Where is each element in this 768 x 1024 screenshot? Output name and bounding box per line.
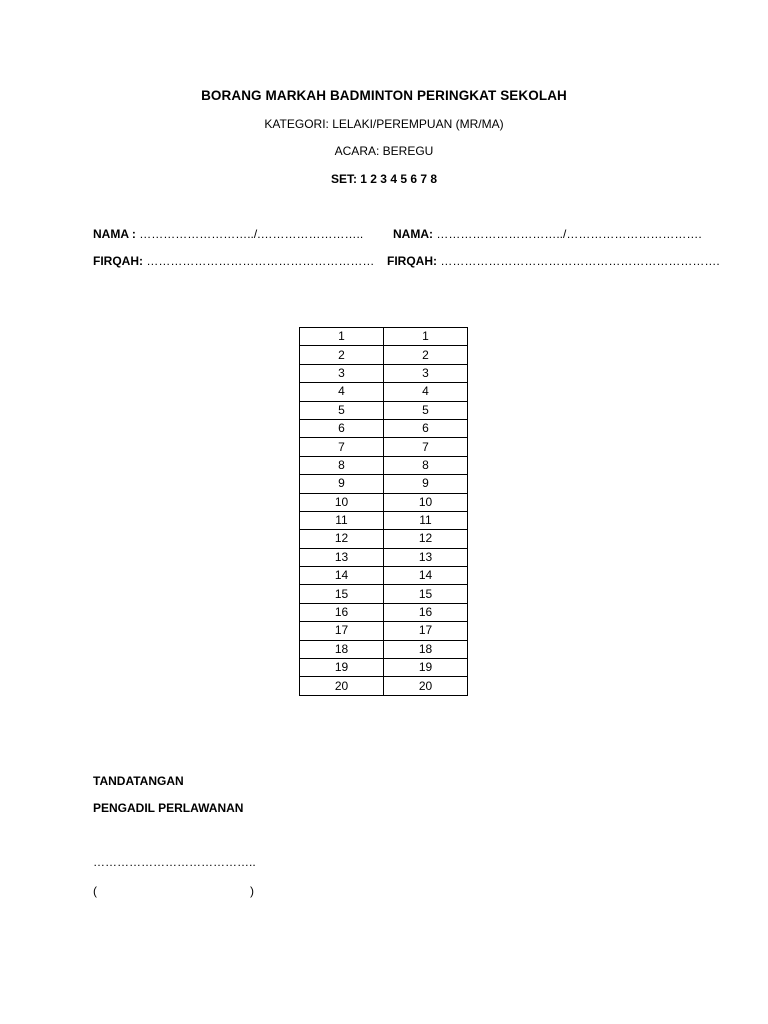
right-name-field	[393, 227, 702, 241]
table-row	[300, 511, 468, 529]
table-row	[300, 401, 468, 419]
name-paren-open: (	[93, 884, 97, 898]
table-row	[300, 567, 468, 585]
right-name-label: NAMA:	[393, 227, 433, 241]
right-score-cell[interactable]: 9	[384, 475, 468, 493]
right-score-cell[interactable]: 1	[384, 328, 468, 346]
left-score-cell[interactable]: 18	[300, 640, 384, 658]
table-row	[300, 493, 468, 511]
table-row	[300, 530, 468, 548]
left-score-cell[interactable]: 10	[300, 493, 384, 511]
left-name-label: NAMA :	[93, 227, 136, 241]
table-row	[300, 585, 468, 603]
left-score-cell[interactable]: 17	[300, 622, 384, 640]
referee-label: PENGADIL PERLAWANAN	[93, 801, 244, 815]
left-name-value: ………………………../.……………………..	[135, 227, 364, 241]
table-row	[300, 364, 468, 382]
set-line: SET: 1 2 3 4 5 6 7 8	[330, 172, 438, 186]
table-row	[300, 456, 468, 474]
left-firqah-field	[93, 254, 374, 268]
left-score-cell[interactable]: 11	[300, 511, 384, 529]
table-row	[300, 328, 468, 346]
table-row	[300, 622, 468, 640]
right-score-cell[interactable]: 12	[384, 530, 468, 548]
table-row	[300, 383, 468, 401]
right-score-cell[interactable]: 13	[384, 548, 468, 566]
right-score-cell[interactable]: 10	[384, 493, 468, 511]
left-score-cell[interactable]: 20	[300, 677, 384, 695]
left-score-cell[interactable]: 7	[300, 438, 384, 456]
table-row	[300, 419, 468, 437]
right-score-cell[interactable]: 6	[384, 419, 468, 437]
right-score-cell[interactable]: 5	[384, 401, 468, 419]
left-score-cell[interactable]: 4	[300, 383, 384, 401]
left-score-cell[interactable]: 6	[300, 419, 384, 437]
right-score-cell[interactable]: 3	[384, 364, 468, 382]
left-score-cell[interactable]: 8	[300, 456, 384, 474]
table-row	[300, 659, 468, 677]
form-title: BORANG MARKAH BADMINTON PERINGKAT SEKOLAH	[201, 88, 567, 103]
signature-label: TANDATANGAN	[93, 774, 184, 788]
table-row	[300, 640, 468, 658]
left-firqah-value: …………………………………………………	[143, 254, 375, 268]
left-score-cell[interactable]: 14	[300, 567, 384, 585]
left-firqah-label: FIRQAH:	[93, 254, 143, 268]
right-score-cell[interactable]: 19	[384, 659, 468, 677]
right-score-cell[interactable]: 17	[384, 622, 468, 640]
table-row	[300, 346, 468, 364]
right-score-cell[interactable]: 20	[384, 677, 468, 695]
right-score-cell[interactable]: 2	[384, 346, 468, 364]
left-score-cell[interactable]: 13	[300, 548, 384, 566]
right-score-cell[interactable]: 15	[384, 585, 468, 603]
left-score-cell[interactable]: 12	[300, 530, 384, 548]
right-firqah-field	[387, 254, 720, 268]
left-score-cell[interactable]: 19	[300, 659, 384, 677]
table-row	[300, 548, 468, 566]
table-row	[300, 438, 468, 456]
left-score-cell[interactable]: 2	[300, 346, 384, 364]
right-score-cell[interactable]: 18	[384, 640, 468, 658]
left-score-cell[interactable]: 9	[300, 475, 384, 493]
right-name-value: …………………………../…………………………….	[433, 227, 702, 241]
right-score-cell[interactable]: 14	[384, 567, 468, 585]
left-score-cell[interactable]: 3	[300, 364, 384, 382]
category-line: KATEGORI: LELAKI/PEREMPUAN (MR/MA)	[264, 117, 504, 131]
event-line: ACARA: BEREGU	[334, 144, 434, 158]
signature-line: …………………………………..	[93, 855, 256, 869]
right-score-cell[interactable]: 11	[384, 511, 468, 529]
left-score-cell[interactable]: 5	[300, 401, 384, 419]
right-firqah-label: FIRQAH:	[387, 254, 437, 268]
right-score-cell[interactable]: 16	[384, 603, 468, 621]
left-name-field	[93, 227, 363, 241]
left-score-cell[interactable]: 15	[300, 585, 384, 603]
left-score-cell[interactable]: 1	[300, 328, 384, 346]
score-table	[299, 327, 468, 696]
right-score-cell[interactable]: 8	[384, 456, 468, 474]
table-row	[300, 677, 468, 695]
table-row	[300, 603, 468, 621]
right-firqah-value: …………………………………………………………….	[437, 254, 720, 268]
table-row	[300, 475, 468, 493]
score-table-body	[300, 328, 468, 696]
right-score-cell[interactable]: 7	[384, 438, 468, 456]
left-score-cell[interactable]: 16	[300, 603, 384, 621]
right-score-cell[interactable]: 4	[384, 383, 468, 401]
name-paren-close: )	[250, 884, 254, 898]
